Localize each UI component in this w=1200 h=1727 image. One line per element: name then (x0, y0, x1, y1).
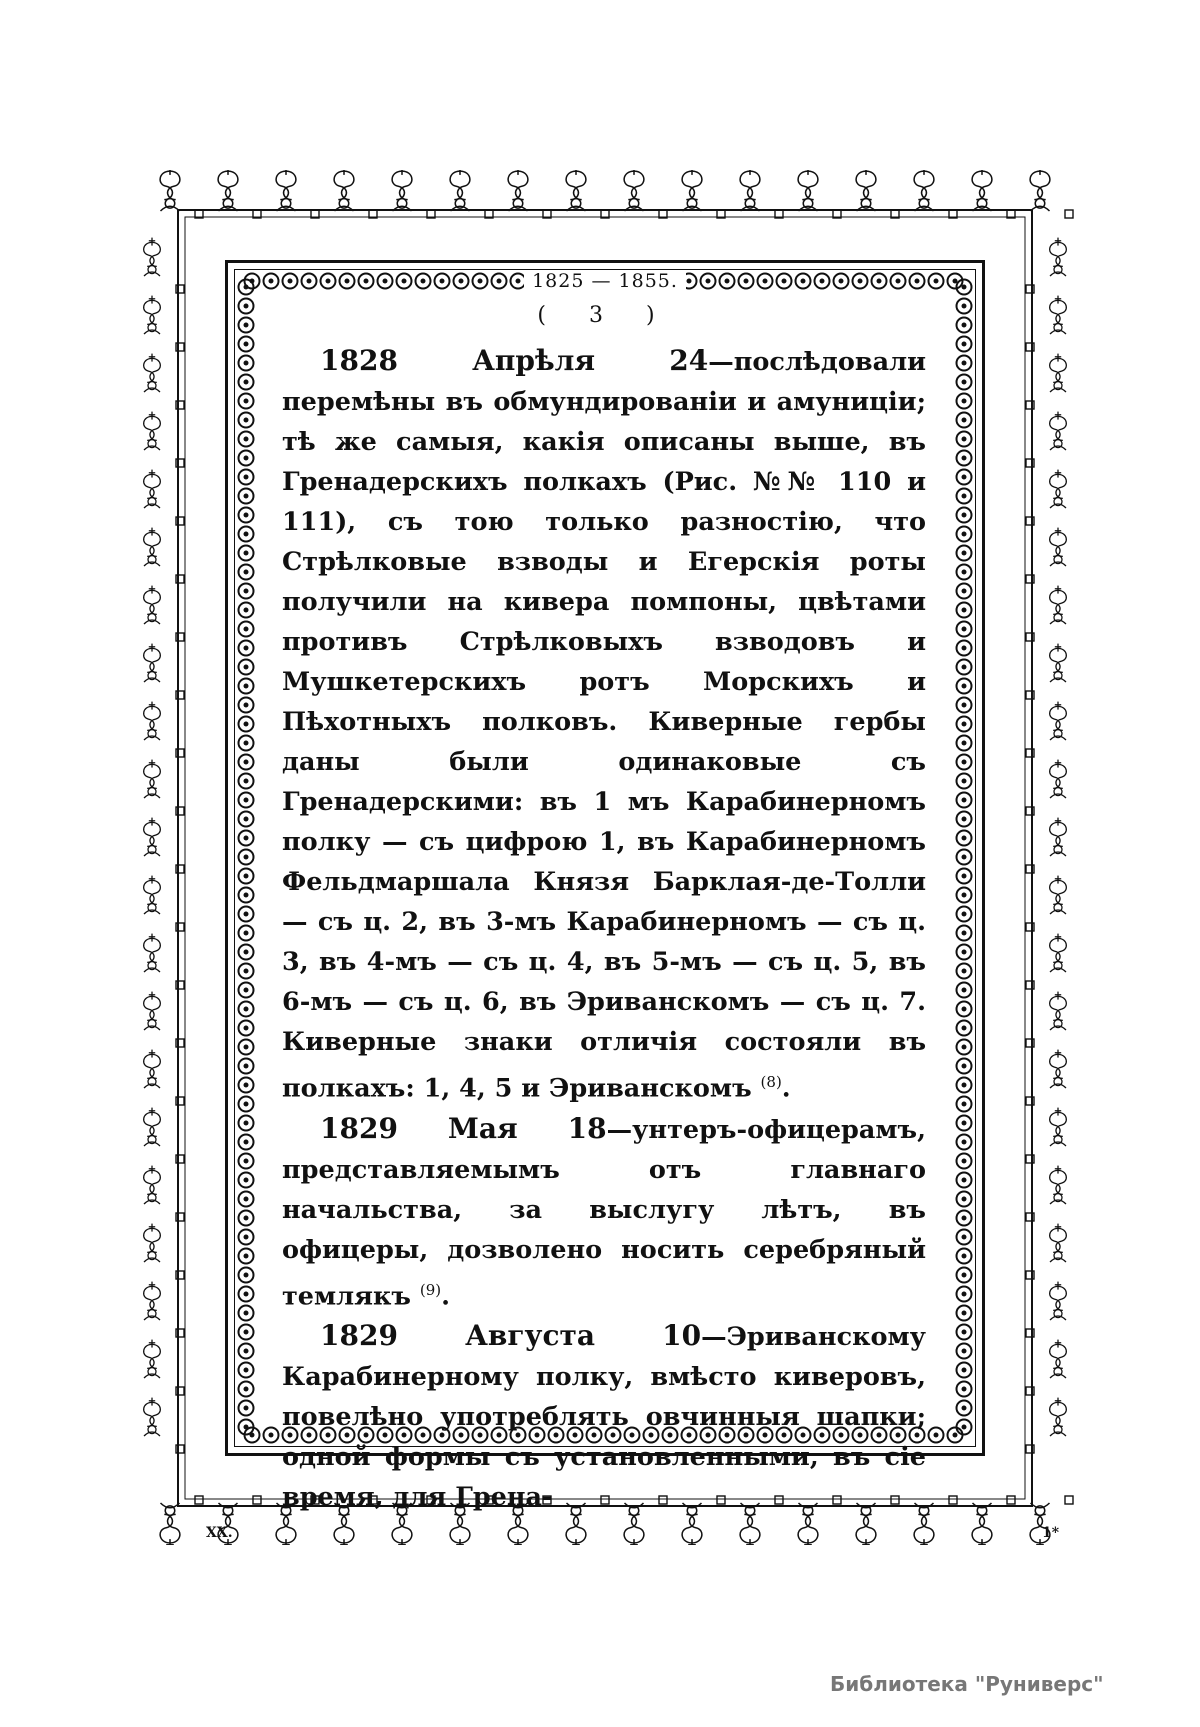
text-panel (225, 260, 985, 1512)
ornament-motif (1050, 1166, 1067, 1204)
ornament-motif (144, 1108, 161, 1146)
ornament-motif (144, 992, 161, 1030)
ornament-motif (1050, 296, 1067, 334)
ornament-motif (144, 296, 161, 334)
ornament-motif (276, 170, 296, 211)
ornament-motif (1050, 528, 1067, 566)
ornament-motif (1050, 934, 1067, 972)
right-bead-border (954, 277, 974, 1445)
ornament-motif (1050, 702, 1067, 740)
ornament-motif (144, 354, 161, 392)
ornament-motif (144, 238, 161, 276)
paragraph-text: —Эриванскому Карабинерному полку, вмѣсто киверовъ, повелѣно употреблять овчинныя шапки; одной формы съ установленными, въ сіе время, для Грена- (282, 1322, 926, 1512)
paragraph-lead: 1829 Мая 18 (320, 1111, 607, 1145)
ornament-motif (144, 1224, 161, 1262)
ornament-motif (682, 170, 702, 211)
ornament-motif (160, 1503, 180, 1545)
header-years: 1825 — 1855. (524, 270, 686, 292)
paragraph-1 (282, 341, 926, 1109)
body-text (282, 341, 926, 1517)
paragraph-2 (282, 1109, 926, 1317)
ornament-motif (144, 1398, 161, 1436)
ornament-motif (144, 412, 161, 450)
ornament-motif (218, 170, 238, 211)
ornament-motif (1050, 1224, 1067, 1262)
ornament-motif (144, 702, 161, 740)
ornament-motif (144, 876, 161, 914)
ornament-motif (144, 1340, 161, 1378)
ornament-motif (144, 1166, 161, 1204)
ornament-motif (1050, 876, 1067, 914)
ornament-motif (334, 170, 354, 211)
ornament-motif (1050, 354, 1067, 392)
ornament-motif (1050, 1108, 1067, 1146)
paragraph-lead: 1828 Апрѣля 24 (320, 344, 709, 377)
paragraph-lead: 1829 Августа 10 (320, 1319, 702, 1352)
library-watermark: Библиотека "Руниверс" (830, 1672, 1104, 1696)
ornament-motif (624, 170, 644, 211)
ornament-motif (144, 644, 161, 682)
ornament-motif (1050, 1050, 1067, 1088)
page-number: ( 3 ) (537, 303, 673, 328)
ornament-motif (392, 170, 412, 211)
ornament-motif (1050, 760, 1067, 798)
signature-mark-left: XX. (206, 1525, 233, 1541)
ornament-motif (1050, 818, 1067, 856)
footnote-ref: (8) (760, 1073, 782, 1091)
ornament-motif (144, 470, 161, 508)
ornament-motif (972, 1503, 992, 1545)
ornament-motif (1050, 1282, 1067, 1320)
ornament-motif (1050, 586, 1067, 624)
paragraph-text: —унтеръ-офицерамъ, представляемымъ отъ главнаго начальства, за выслугу лѣтъ, въ офицеры, дозволено носить серебряный темлякъ (282, 1114, 926, 1311)
running-header (228, 271, 982, 291)
ornament-motif (508, 170, 528, 211)
ornament-motif (566, 170, 586, 211)
ornament-motif (144, 1282, 161, 1320)
ornament-motif (1050, 412, 1067, 450)
ornament-motif (144, 586, 161, 624)
ornament-motif (972, 170, 992, 211)
paragraph-text: —послѣдовали перемѣны въ обмундированіи и амуниціи; тѣ же самыя, какія описаны выше, въ Гренадерскихъ полкахъ (Рис. №№ 110 и 111), съ тою только разностію, что Стрѣлковые взводы и Егерскія роты получили на кивера помпоны, цвѣтами противъ Стрѣлковыхъ взводовъ и Мушкетерскихъ ротъ Морскихъ и Пѣхотныхъ полковъ. Киверные гербы даны были одинаковые съ Гренадерскими: въ 1 мъ Карабинерномъ полку — съ цифрою 1, въ Карабинерномъ Фельдмаршала Князя Барклая-де-Толли — съ ц. 2, въ 3-мъ Карабинерномъ — съ ц. 3, въ 4-мъ — съ ц. 4, въ 5-мъ — съ ц. 5, въ 6-мъ — съ ц. 6, въ Эриванскомъ — съ ц. 7. Киверные знаки отличія состояли въ полкахъ: 1, 4, 5 и Эриванскомъ (282, 347, 926, 1104)
footnote-ref: (9) (419, 1280, 442, 1299)
ornament-motif (1050, 644, 1067, 682)
paragraph-end: . (781, 1073, 791, 1104)
ornament-motif (144, 1050, 161, 1088)
ornament-motif (144, 760, 161, 798)
ornament-motif (1050, 992, 1067, 1030)
ornament-motif (144, 934, 161, 972)
ornament-motif (160, 170, 180, 211)
ornament-motif (1030, 170, 1050, 211)
ornament-motif (740, 170, 760, 211)
ornament-motif (914, 170, 934, 211)
ornament-motif (1050, 1398, 1067, 1436)
signature-mark-right: 1* (1042, 1525, 1060, 1541)
ornament-motif (450, 170, 470, 211)
paragraph-end: . (441, 1281, 451, 1311)
ornament-motif (1050, 238, 1067, 276)
ornament-motif (144, 818, 161, 856)
ornament-motif (798, 170, 818, 211)
ornament-motif (1050, 1340, 1067, 1378)
paragraph-3 (282, 1316, 926, 1517)
ornament-motif (1050, 470, 1067, 508)
left-bead-border (236, 277, 256, 1445)
ornament-motif (144, 528, 161, 566)
ornament-motif (856, 170, 876, 211)
